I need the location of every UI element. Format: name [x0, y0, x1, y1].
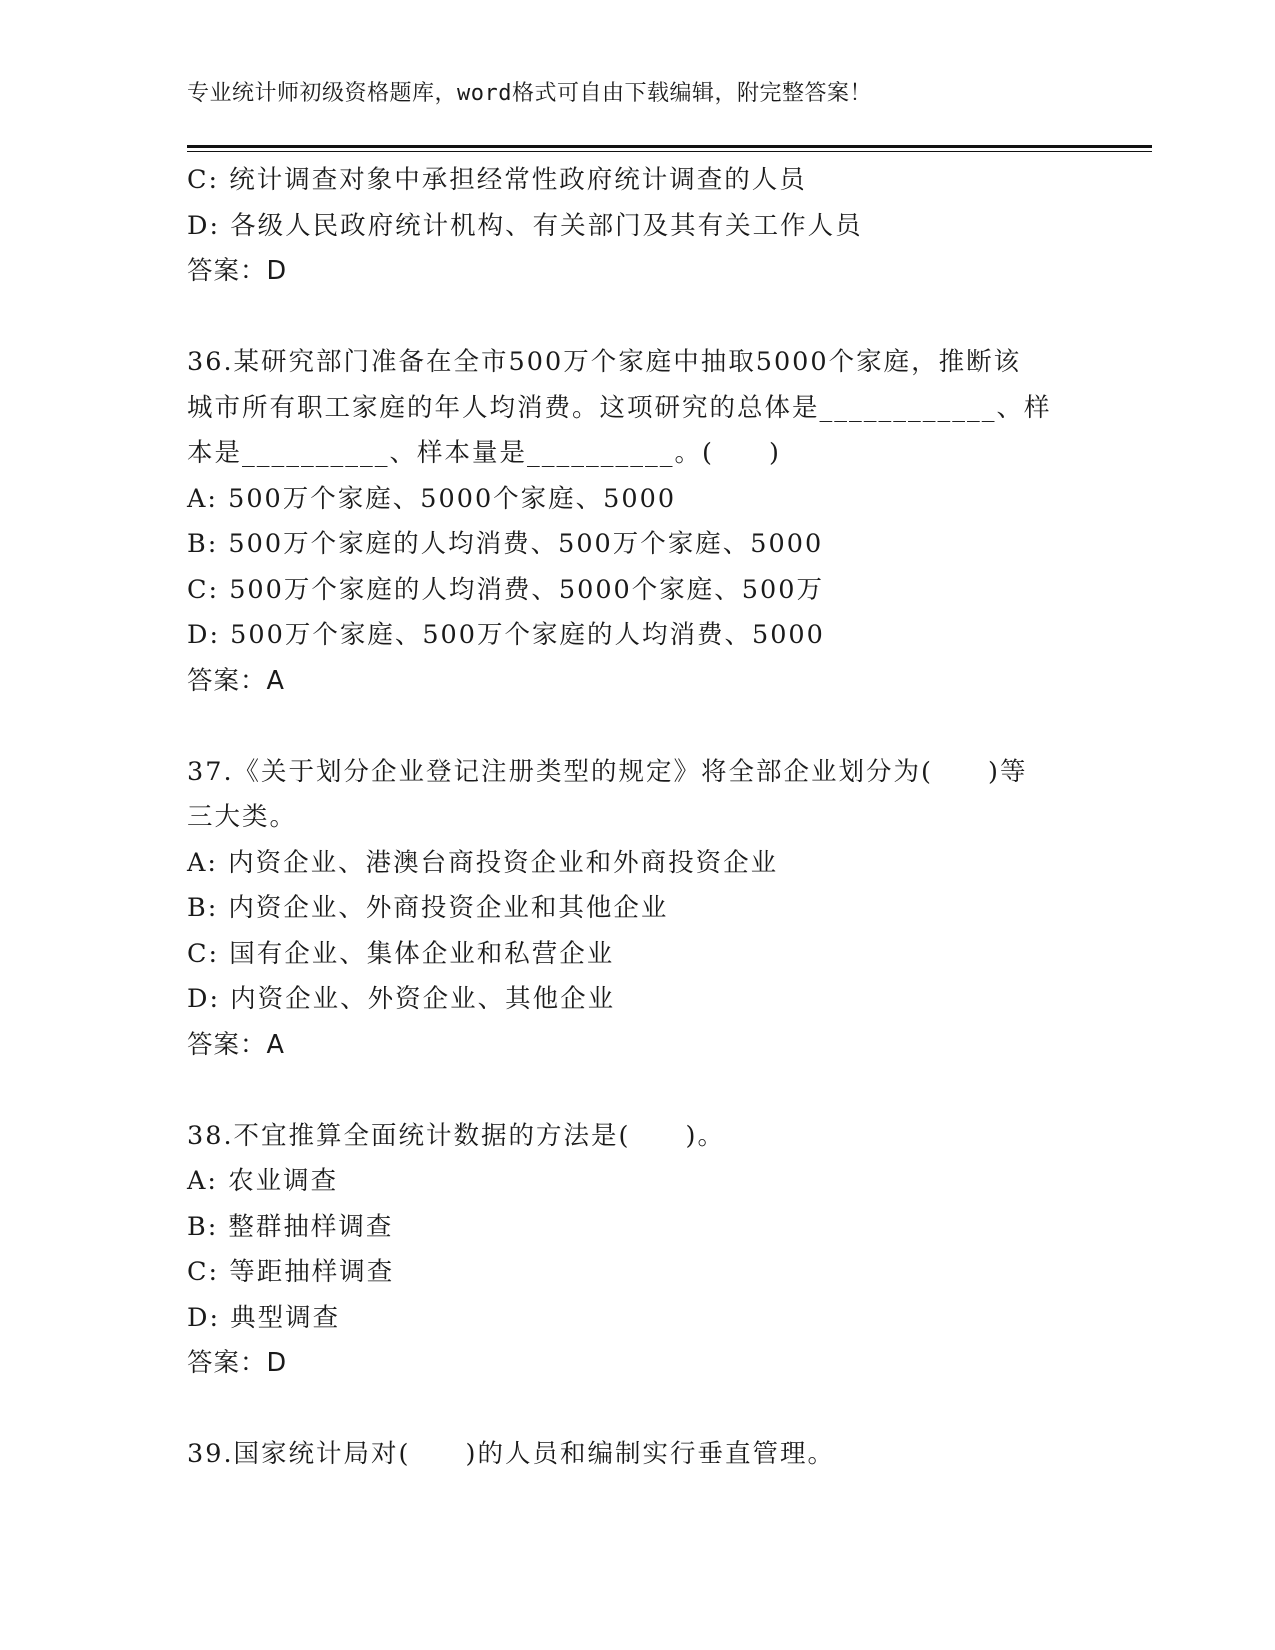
option-line: B: 整群抽样调查 [187, 1211, 394, 1242]
answer-line: 答案：D [187, 256, 288, 286]
option-line: D: 典型调查 [187, 1302, 341, 1333]
option-line: D: 500万个家庭、500万个家庭的人均消费、5000 [187, 620, 825, 650]
spacer [187, 1068, 1087, 1114]
answer-line: 答案：D [187, 1348, 288, 1378]
option-line: D: 各级人民政府统计机构、有关部门及其有关工作人员 [187, 210, 863, 241]
option-line: C: 统计调查对象中承担经常性政府统计调查的人员 [187, 165, 807, 195]
page-header: 专业统计师初级资格题库，word格式可自由下载编辑，附完整答案！ [187, 81, 872, 106]
option-line: B: 500万个家庭的人均消费、500万个家庭、5000 [187, 529, 824, 559]
question-content [187, 158, 1087, 1478]
spacer [187, 1387, 1087, 1433]
option-line: B: 内资企业、外商投资企业和其他企业 [187, 893, 669, 923]
spacer [187, 295, 1087, 341]
question-line: 39.国家统计局对( )的人员和编制实行垂直管理。 [187, 1439, 835, 1469]
answer-line: 答案：A [187, 1029, 285, 1060]
spacer [187, 704, 1087, 750]
question-line: 三大类。 [187, 802, 298, 832]
option-line: C: 国有企业、集体企业和私营企业 [187, 938, 615, 969]
question-line: 37.《关于划分企业登记注册类型的规定》将全部企业划分为( )等 [187, 756, 1028, 787]
question-line: 本是__________、样本量是__________。( ) [187, 438, 781, 468]
question-line: 城市所有职工家庭的年人均消费。这项研究的总体是____________、样 [187, 392, 1052, 423]
option-line: A: 500万个家庭、5000个家庭、5000 [187, 483, 677, 514]
option-line: C: 等距抽样调查 [187, 1257, 395, 1287]
header-rule-thick [187, 145, 1152, 148]
option-line: A: 农业调查 [187, 1166, 339, 1196]
question-line: 38.不宜推算全面统计数据的方法是( )。 [187, 1120, 725, 1151]
option-line: A: 内资企业、港澳台商投资企业和外商投资企业 [187, 847, 779, 878]
option-line: D: 内资企业、外资企业、其他企业 [187, 984, 616, 1014]
answer-line: 答案：A [187, 665, 285, 696]
option-line: C: 500万个家庭的人均消费、5000个家庭、500万 [187, 574, 824, 605]
question-line: 36.某研究部门准备在全市500万个家庭中抽取5000个家庭，推断该 [187, 347, 1022, 377]
header-rule-thin [187, 151, 1152, 152]
